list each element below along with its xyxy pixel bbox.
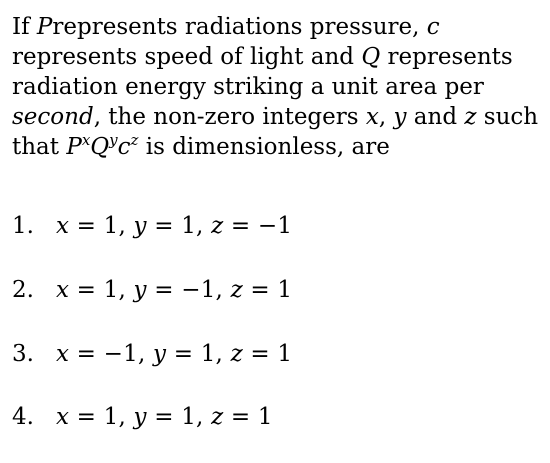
math-exponent: z bbox=[130, 131, 139, 149]
math-variable: y bbox=[133, 277, 147, 303]
math-variable: z bbox=[230, 277, 243, 303]
math-exponent: x bbox=[81, 131, 91, 149]
math-value: = 1, bbox=[146, 213, 212, 239]
text-run: , the non-zero integers bbox=[93, 104, 366, 130]
math-value: = 1, bbox=[166, 341, 231, 367]
text-run: radiation energy striking a unit area per bbox=[12, 74, 484, 100]
text-run: , bbox=[378, 104, 394, 130]
math-value: = 1, bbox=[146, 404, 212, 430]
math-variable: P bbox=[66, 134, 82, 160]
math-variable: y bbox=[393, 104, 407, 130]
math-variable: P bbox=[36, 14, 53, 40]
math-value: = 1 bbox=[242, 341, 293, 367]
option-number: 1. bbox=[12, 213, 34, 239]
math-value: = 1, bbox=[69, 213, 134, 239]
option-1[interactable] bbox=[12, 211, 292, 241]
math-variable: x bbox=[365, 104, 379, 130]
math-variable: y bbox=[133, 213, 147, 239]
question-line-2 bbox=[12, 42, 542, 72]
option-4[interactable] bbox=[12, 402, 273, 432]
math-variable: x bbox=[56, 404, 70, 430]
question-line-3 bbox=[12, 72, 542, 102]
math-value: = 1, bbox=[69, 277, 134, 303]
math-variable: Q bbox=[361, 44, 381, 70]
option-number: 3. bbox=[12, 341, 34, 367]
math-exponent: y bbox=[109, 131, 118, 149]
text-run: represents bbox=[380, 44, 513, 70]
option-equation bbox=[56, 211, 292, 241]
math-variable: c bbox=[426, 14, 440, 40]
math-variable: x bbox=[56, 341, 70, 367]
text-run: represents speed of light and bbox=[12, 44, 362, 70]
math-variable: z bbox=[211, 213, 224, 239]
option-3[interactable] bbox=[12, 339, 292, 369]
option-number: 2. bbox=[12, 277, 34, 303]
math-value: = −1, bbox=[146, 277, 231, 303]
math-variable: z bbox=[230, 341, 243, 367]
math-value: = −1, bbox=[69, 341, 153, 367]
math-variable: z bbox=[464, 104, 477, 130]
option-number: 4. bbox=[12, 404, 34, 430]
question-line-1 bbox=[12, 12, 542, 42]
math-value: = 1, bbox=[69, 404, 134, 430]
math-value: = −1 bbox=[223, 213, 293, 239]
text-run: and bbox=[406, 104, 465, 130]
italic-word: second bbox=[12, 104, 94, 130]
text-run: such bbox=[476, 104, 539, 130]
math-variable: z bbox=[211, 404, 224, 430]
math-variable: c bbox=[117, 134, 131, 160]
math-variable: Q bbox=[90, 134, 110, 160]
question-line-4 bbox=[12, 102, 542, 132]
option-equation bbox=[56, 402, 273, 432]
option-equation bbox=[56, 339, 292, 369]
text-run: represents radiations pressure, bbox=[52, 14, 427, 40]
question-line-5 bbox=[12, 132, 542, 162]
math-variable: x bbox=[56, 277, 70, 303]
math-variable: y bbox=[133, 404, 147, 430]
math-variable: x bbox=[56, 213, 70, 239]
question-text bbox=[12, 12, 542, 162]
math-value: = 1 bbox=[223, 404, 273, 430]
option-2[interactable] bbox=[12, 275, 292, 305]
text-run: is dimensionless, are bbox=[138, 134, 390, 160]
math-value: = 1 bbox=[242, 277, 293, 303]
option-equation bbox=[56, 275, 292, 305]
text-run: that bbox=[12, 134, 67, 160]
math-variable: y bbox=[153, 341, 167, 367]
text-run: If bbox=[12, 14, 37, 40]
